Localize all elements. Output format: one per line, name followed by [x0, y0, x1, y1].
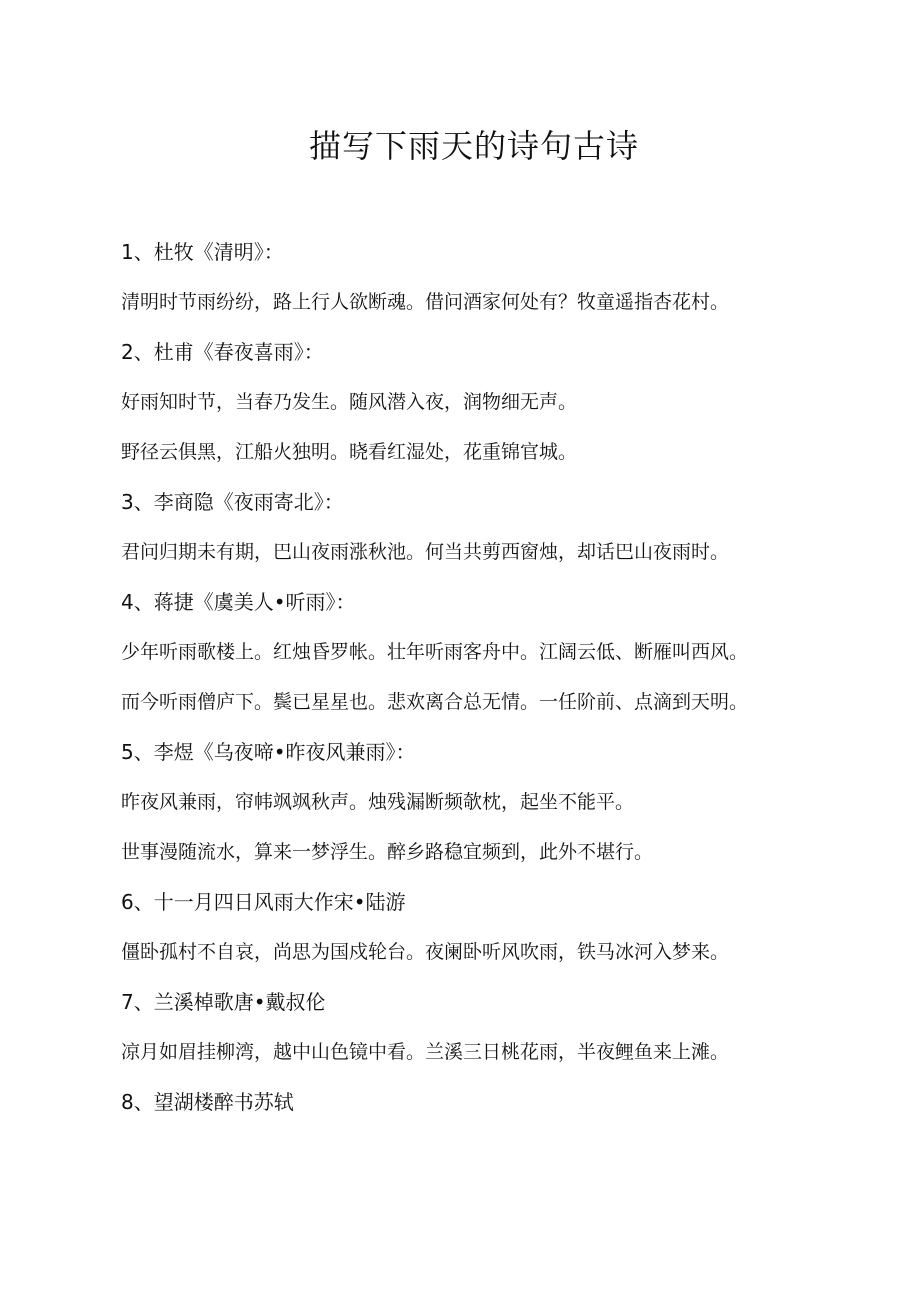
poem-verse: 而今听雨僧庐下。鬓已星星也。悲欢离合总无情。一任阶前、点滴到天明。 — [121, 691, 749, 713]
document-title: 描写下雨天的诗句古诗 — [308, 127, 639, 165]
poem-heading-4: 4、蒋捷《虞美人•听雨》： — [121, 590, 356, 614]
poem-verse: 世事漫随流水，算来一梦浮生。醉乡路稳宜频到，此外不堪行。 — [121, 841, 654, 863]
poem-verse: 僵卧孤村不自哀，尚思为国戍轮台。夜阑卧听风吹雨，铁马冰河入梦来。 — [121, 941, 730, 963]
poem-verse: 清明时节雨纷纷，路上行人欲断魂。借问酒家何处有？牧童遥指杏花村。 — [121, 291, 730, 313]
poem-verse: 野径云俱黑，江船火独明。晓看红湿处，花重锦官城。 — [121, 441, 578, 463]
poem-verse: 昨夜风兼雨，帘帏飒飒秋声。烛残漏断频欹枕，起坐不能平。 — [121, 791, 635, 813]
poem-heading-3: 3、李商隐《夜雨寄北》： — [121, 490, 344, 514]
poem-verse: 少年听雨歌楼上。红烛昏罗帐。壮年听雨客舟中。江阔云低、断雁叫西风。 — [121, 641, 749, 663]
poem-heading-2: 2、杜甫《春夜喜雨》： — [121, 340, 324, 364]
poem-list — [121, 240, 901, 1140]
poem-heading-8: 8、望湖楼醉书苏轼 — [121, 1090, 294, 1114]
poem-heading-5: 5、李煜《乌夜啼•昨夜风兼雨》： — [121, 740, 416, 764]
poem-verse: 凉月如眉挂柳湾，越中山色镜中看。兰溪三日桃花雨，半夜鲤鱼来上滩。 — [121, 1041, 730, 1063]
poem-heading-7: 7、兰溪棹歌唐•戴叔伦 — [121, 990, 326, 1014]
poem-verse: 好雨知时节，当春乃发生。随风潜入夜，润物细无声。 — [121, 391, 578, 413]
poem-heading-1: 1、杜牧《清明》： — [121, 240, 284, 264]
poem-heading-6: 6、十一月四日风雨大作宋•陆游 — [121, 890, 406, 914]
poem-verse: 君问归期未有期，巴山夜雨涨秋池。何当共剪西窗烛，却话巴山夜雨时。 — [121, 541, 730, 563]
